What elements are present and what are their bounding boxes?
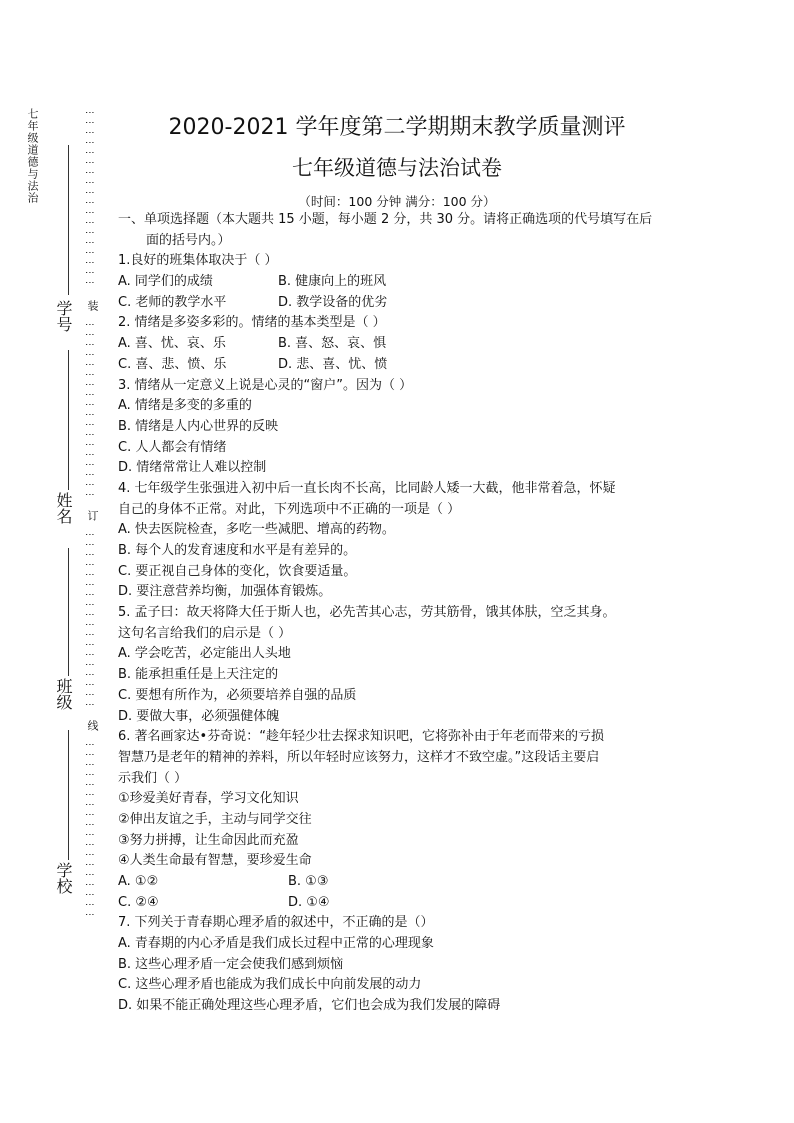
option-row (118, 293, 688, 314)
answer-option: B. 每个人的发育速度和水平是有差异的。 (118, 543, 357, 558)
question-stem: 3. 情绪从一定意义上说是心灵的“窗户”。因为（ ） (118, 377, 413, 393)
answer-option: C. ②④ (118, 894, 159, 910)
answer-option: B. 健康向上的班风 (278, 274, 387, 290)
question-stem: 4. 七年级学生张强进入初中后一直长肉不长高，比同龄人矮一大截，他非常着急，怀疑 (118, 480, 616, 496)
option-row (118, 893, 688, 914)
answer-option: B. 喜、怒、哀、惧 (278, 336, 387, 352)
answer-option: D. 要做大事，必须强健体魄 (118, 708, 280, 724)
question-statement: ③努力拼搏，让生命因此而充盈 (118, 832, 299, 848)
time-info: （时间：100 分钟 满分：100 分） (298, 194, 496, 209)
answer-option: D. ①④ (288, 894, 330, 910)
answer-option: B. 情绪是人内心世界的反映 (118, 418, 279, 434)
answer-option: C. 这些心理矛盾也能成为我们成长中向前发展的动力 (118, 977, 422, 993)
name-label: 姓名 (54, 492, 73, 524)
answer-option: A. 学会吃苦，必定能出人头地 (118, 646, 291, 662)
answer-option: A. 同学们的成绩 (118, 274, 213, 290)
question-stem: 7. 下列关于青春期心理矛盾的叙述中，不正确的是（） (118, 915, 434, 931)
answer-option: C. 人人都会有情绪 (118, 439, 227, 455)
name-line (68, 350, 69, 490)
question-stem: 6. 著名画家达•芬奇说：“趁年轻少壮去探求知识吧，它将弥补由于年老而带来的亏损 (118, 729, 604, 745)
question-stem-cont: 示我们（ ） (118, 770, 188, 786)
school-label: 学校 (54, 862, 73, 894)
question-stem: 2. 情绪是多姿多彩的。情绪的基本类型是（ ） (118, 315, 386, 331)
answer-option: D. 如果不能正确处理这些心理矛盾，它们也会成为我们发展的障碍 (118, 998, 501, 1014)
answer-option: C. 要想有所作为，必须要培养自强的品质 (118, 687, 357, 703)
question-stem-cont: 自己的身体不正常。对此，下列选项中不正确的一项是（ ） (118, 501, 461, 517)
answer-option: B. ①③ (288, 874, 329, 889)
exam-subtitle: 七年级道德与法治试卷 (292, 156, 502, 180)
answer-option: B. 能承担重任是上天注定的 (118, 667, 279, 683)
answer-option: A. 快去医院检查，多吃一些减肥、增高的药物。 (118, 522, 395, 538)
answer-option: D. 情绪常常让人难以控制 (118, 460, 267, 476)
question-statement: ②伸出友谊之手，主动与同学交往 (118, 811, 312, 827)
question-statement: ①珍爱美好青春，学习文化知识 (118, 791, 299, 807)
answer-option: B. 这些心理矛盾一定会使我们感到烦恼 (118, 956, 344, 972)
question-area (118, 210, 688, 1017)
answer-option: C. 老师的教学水平 (118, 294, 227, 310)
option-row (118, 272, 688, 293)
answer-option: C. 喜、悲、愤、乐 (118, 356, 227, 372)
question-stem-cont: 智慧乃是老年的精神的养料，所以年轻时应该努力，这样才不致空虚。”这段话主要启 (118, 749, 600, 765)
option-row (118, 334, 688, 355)
section-heading-cont: 面的括号内。） (146, 232, 231, 248)
answer-option: A. 情绪是多变的多重的 (118, 398, 252, 414)
questions-list (118, 251, 688, 1016)
question-stem: 5. 孟子曰：故天将降大任于斯人也，必先苦其心志，劳其筋骨，饿其体肤，空乏其身。 (118, 605, 616, 621)
answer-option: A. 喜、忧、哀、乐 (118, 336, 226, 352)
binding-dots-1: ⋮⋮⋮⋮⋮⋮⋮⋮⋮⋮⋮⋮⋮⋮⋮⋮⋮⋮ (84, 108, 94, 288)
binding-dots-4: ⋮⋮⋮⋮⋮⋮⋮⋮⋮⋮⋮⋮⋮⋮⋮⋮⋮⋮ (84, 740, 94, 920)
binding-dots-3: ⋮⋮⋮⋮⋮⋮⋮⋮⋮⋮⋮⋮⋮⋮⋮⋮⋮⋮ (84, 530, 94, 710)
question-statement: ④人类生命最有智慧，要珍爱生命 (118, 853, 312, 869)
option-row (118, 355, 688, 376)
option-row (118, 872, 688, 893)
class-line (68, 548, 69, 676)
answer-option: C. 要正视自己身体的变化，饮食要适量。 (118, 563, 357, 579)
binding-zhuang: 装 (86, 300, 99, 311)
answer-option: A. 青春期的内心矛盾是我们成长过程中正常的心理现象 (118, 936, 434, 952)
subject-vertical-text: 七年级道德与法治 (26, 108, 39, 204)
binding-xian: 线 (86, 720, 99, 731)
answer-option: D. 教学设备的优劣 (278, 294, 388, 310)
answer-option: D. 悲、喜、忧、愤 (278, 356, 388, 372)
binding-dots-2: ⋮⋮⋮⋮⋮⋮⋮⋮⋮⋮⋮⋮⋮⋮⋮⋮⋮⋮ (84, 320, 94, 500)
answer-option: A. ①② (118, 874, 159, 889)
section-heading: 一、单项选择题（本大题共 15 小题，每小题 2 分，共 30 分。请将正确选项的代号填写在后 (118, 212, 653, 227)
question-stem: 1.良好的班集体取决于（ ） (118, 253, 278, 269)
student-id-label: 学号 (54, 300, 73, 332)
class-label: 班级 (54, 678, 73, 710)
question-stem-cont: 这句名言给我们的启示是（ ） (118, 625, 292, 641)
exam-title: 2020-2021 学年度第二学期期末教学质量测评 (168, 115, 626, 140)
school-line (68, 730, 69, 860)
answer-option: D. 要注意营养均衡，加强体育锻炼。 (118, 584, 332, 600)
binding-ding: 订 (86, 510, 99, 521)
